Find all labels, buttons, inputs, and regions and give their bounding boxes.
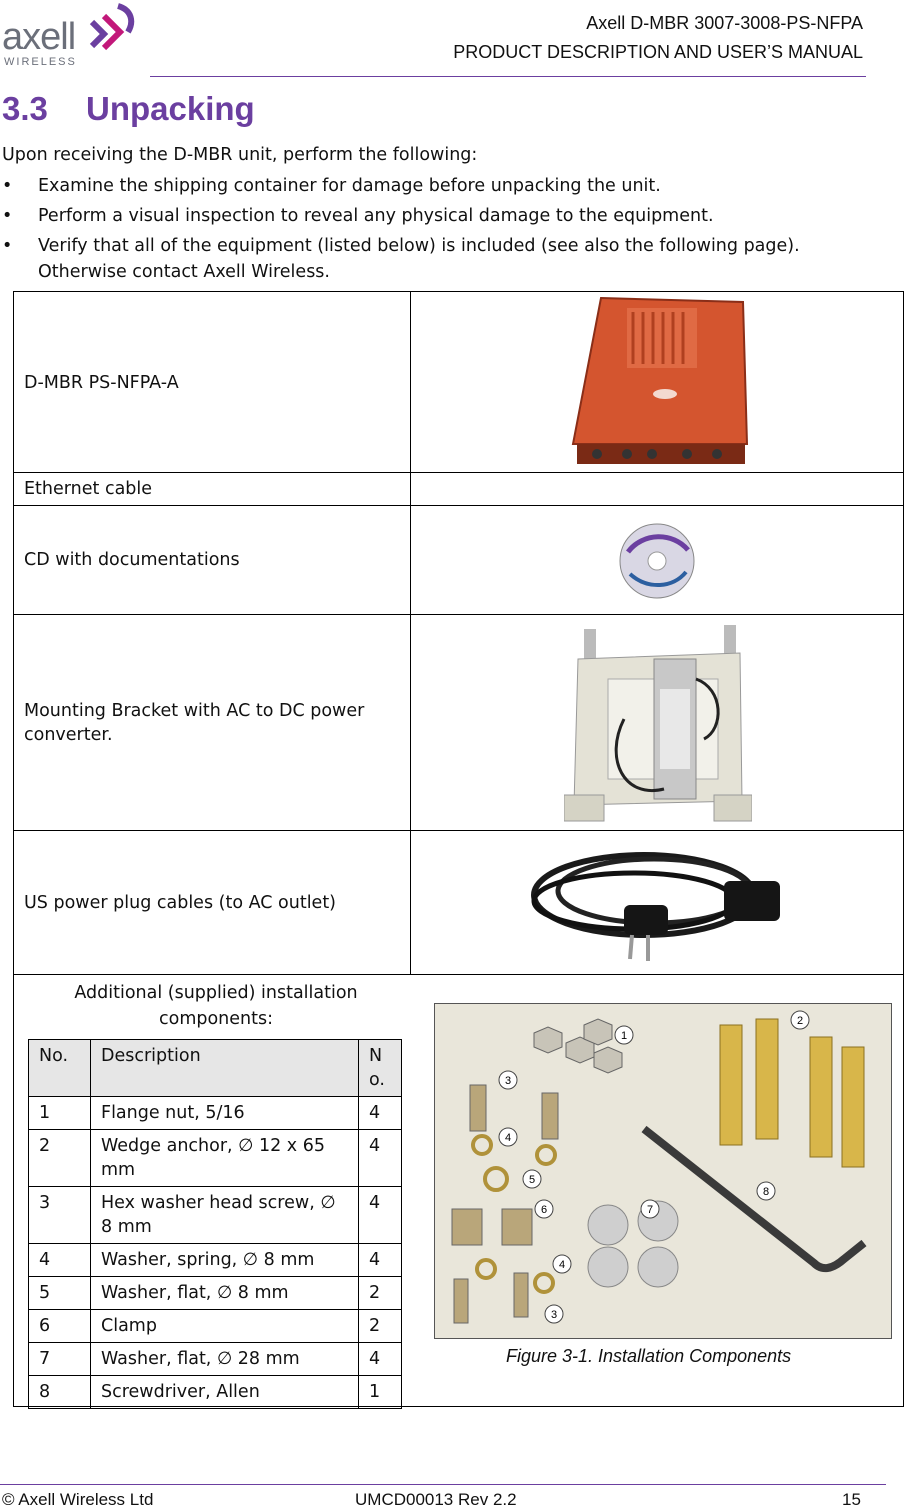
doc-subtitle: PRODUCT DESCRIPTION AND USER’S MANUAL <box>453 42 863 62</box>
row-quantity: 4 <box>359 1244 402 1277</box>
figure-caption: Figure 3-1. Installation Components <box>506 1346 792 1366</box>
row-description: Flange nut, 5/16 <box>91 1097 359 1130</box>
table-row <box>14 473 903 506</box>
table-row <box>29 1130 402 1187</box>
axell-logo <box>2 2 142 72</box>
doc-title: Axell D-MBR 3007-3008-PS-NFPA <box>586 13 863 33</box>
column-header: No. <box>359 1040 402 1097</box>
row-description: Clamp <box>91 1310 359 1343</box>
logo-wordmark: axell <box>2 16 76 58</box>
row-description: Screwdriver, Allen <box>91 1376 359 1409</box>
figure-marker: 4 <box>504 1132 512 1144</box>
table-header-row <box>29 1040 402 1097</box>
row-description: Hex washer head screw, ∅ 8 mm <box>91 1187 359 1244</box>
figure-marker: 7 <box>646 1204 654 1216</box>
row-number: 8 <box>29 1376 91 1409</box>
row-quantity: 4 <box>359 1130 402 1187</box>
row-number: 6 <box>29 1310 91 1343</box>
table-row <box>29 1277 402 1310</box>
row-quantity: 4 <box>359 1343 402 1376</box>
figure-marker: 3 <box>550 1309 558 1321</box>
row-number: 7 <box>29 1343 91 1376</box>
table-row <box>29 1343 402 1376</box>
table-row <box>29 1244 402 1277</box>
item-label: CD with documentations <box>24 550 240 570</box>
row-description: Washer, flat, ∅ 28 mm <box>91 1343 359 1376</box>
table-row <box>14 292 903 473</box>
row-number: 3 <box>29 1187 91 1244</box>
additional-heading: Additional (supplied) installation components: <box>74 983 358 1029</box>
bullet-icon: • <box>2 176 13 196</box>
row-quantity: 4 <box>359 1187 402 1244</box>
row-quantity: 4 <box>359 1097 402 1130</box>
figure-marker: 1 <box>620 1030 628 1042</box>
figure-marker: 2 <box>796 1015 804 1027</box>
table-row <box>14 506 903 615</box>
cd-icon <box>618 522 696 600</box>
figure-marker: 5 <box>528 1174 536 1186</box>
table-row <box>14 615 903 831</box>
row-quantity: 1 <box>359 1376 402 1409</box>
table-row <box>29 1376 402 1409</box>
table-row <box>29 1097 402 1130</box>
column-header: Description <box>91 1040 359 1097</box>
footer-doc-id: UMCD00013 Rev 2.2 <box>355 1490 517 1509</box>
row-quantity: 2 <box>359 1277 402 1310</box>
section-heading <box>2 90 255 128</box>
row-description: Wedge anchor, ∅ 12 x 65 mm <box>91 1130 359 1187</box>
figure-marker: 6 <box>540 1204 548 1216</box>
logo-subtext: WIRELESS <box>4 56 77 68</box>
footer-divider <box>0 1484 886 1485</box>
figure-marker: 8 <box>762 1186 770 1198</box>
row-description: Washer, flat, ∅ 8 mm <box>91 1277 359 1310</box>
bullet-icon: • <box>2 236 13 256</box>
row-number: 1 <box>29 1097 91 1130</box>
row-number: 4 <box>29 1244 91 1277</box>
logo-mark-icon <box>88 2 138 52</box>
power-cable-image <box>524 835 790 971</box>
mounting-bracket-image <box>564 619 752 827</box>
header-divider <box>150 76 866 77</box>
bullet-icon: • <box>2 206 13 226</box>
figure-marker: 3 <box>504 1075 512 1087</box>
installation-components-figure <box>434 1003 892 1339</box>
footer-copyright: © Axell Wireless Ltd <box>2 1490 154 1509</box>
row-description: Washer, spring, ∅ 8 mm <box>91 1244 359 1277</box>
table-row <box>14 831 903 975</box>
figure-marker: 4 <box>558 1259 566 1271</box>
intro-text: Upon receiving the D-MBR unit, perform the following: <box>2 145 478 165</box>
row-number: 2 <box>29 1130 91 1187</box>
column-header: No. <box>29 1040 91 1097</box>
page-number: 15 <box>842 1490 861 1509</box>
row-quantity: 2 <box>359 1310 402 1343</box>
item-label: US power plug cables (to AC outlet) <box>24 893 337 913</box>
table-row <box>29 1310 402 1343</box>
row-number: 5 <box>29 1277 91 1310</box>
item-label: Ethernet cable <box>24 479 153 499</box>
dmbr-unit-image <box>567 294 753 470</box>
table-row <box>29 1187 402 1244</box>
components-table <box>28 1039 402 1409</box>
section-number: 3.3 <box>2 90 48 127</box>
item-label: D-MBR PS-NFPA-A <box>24 373 179 393</box>
item-label: Mounting Bracket with AC to DC power converter. <box>24 701 365 745</box>
section-title: Unpacking <box>86 90 255 127</box>
